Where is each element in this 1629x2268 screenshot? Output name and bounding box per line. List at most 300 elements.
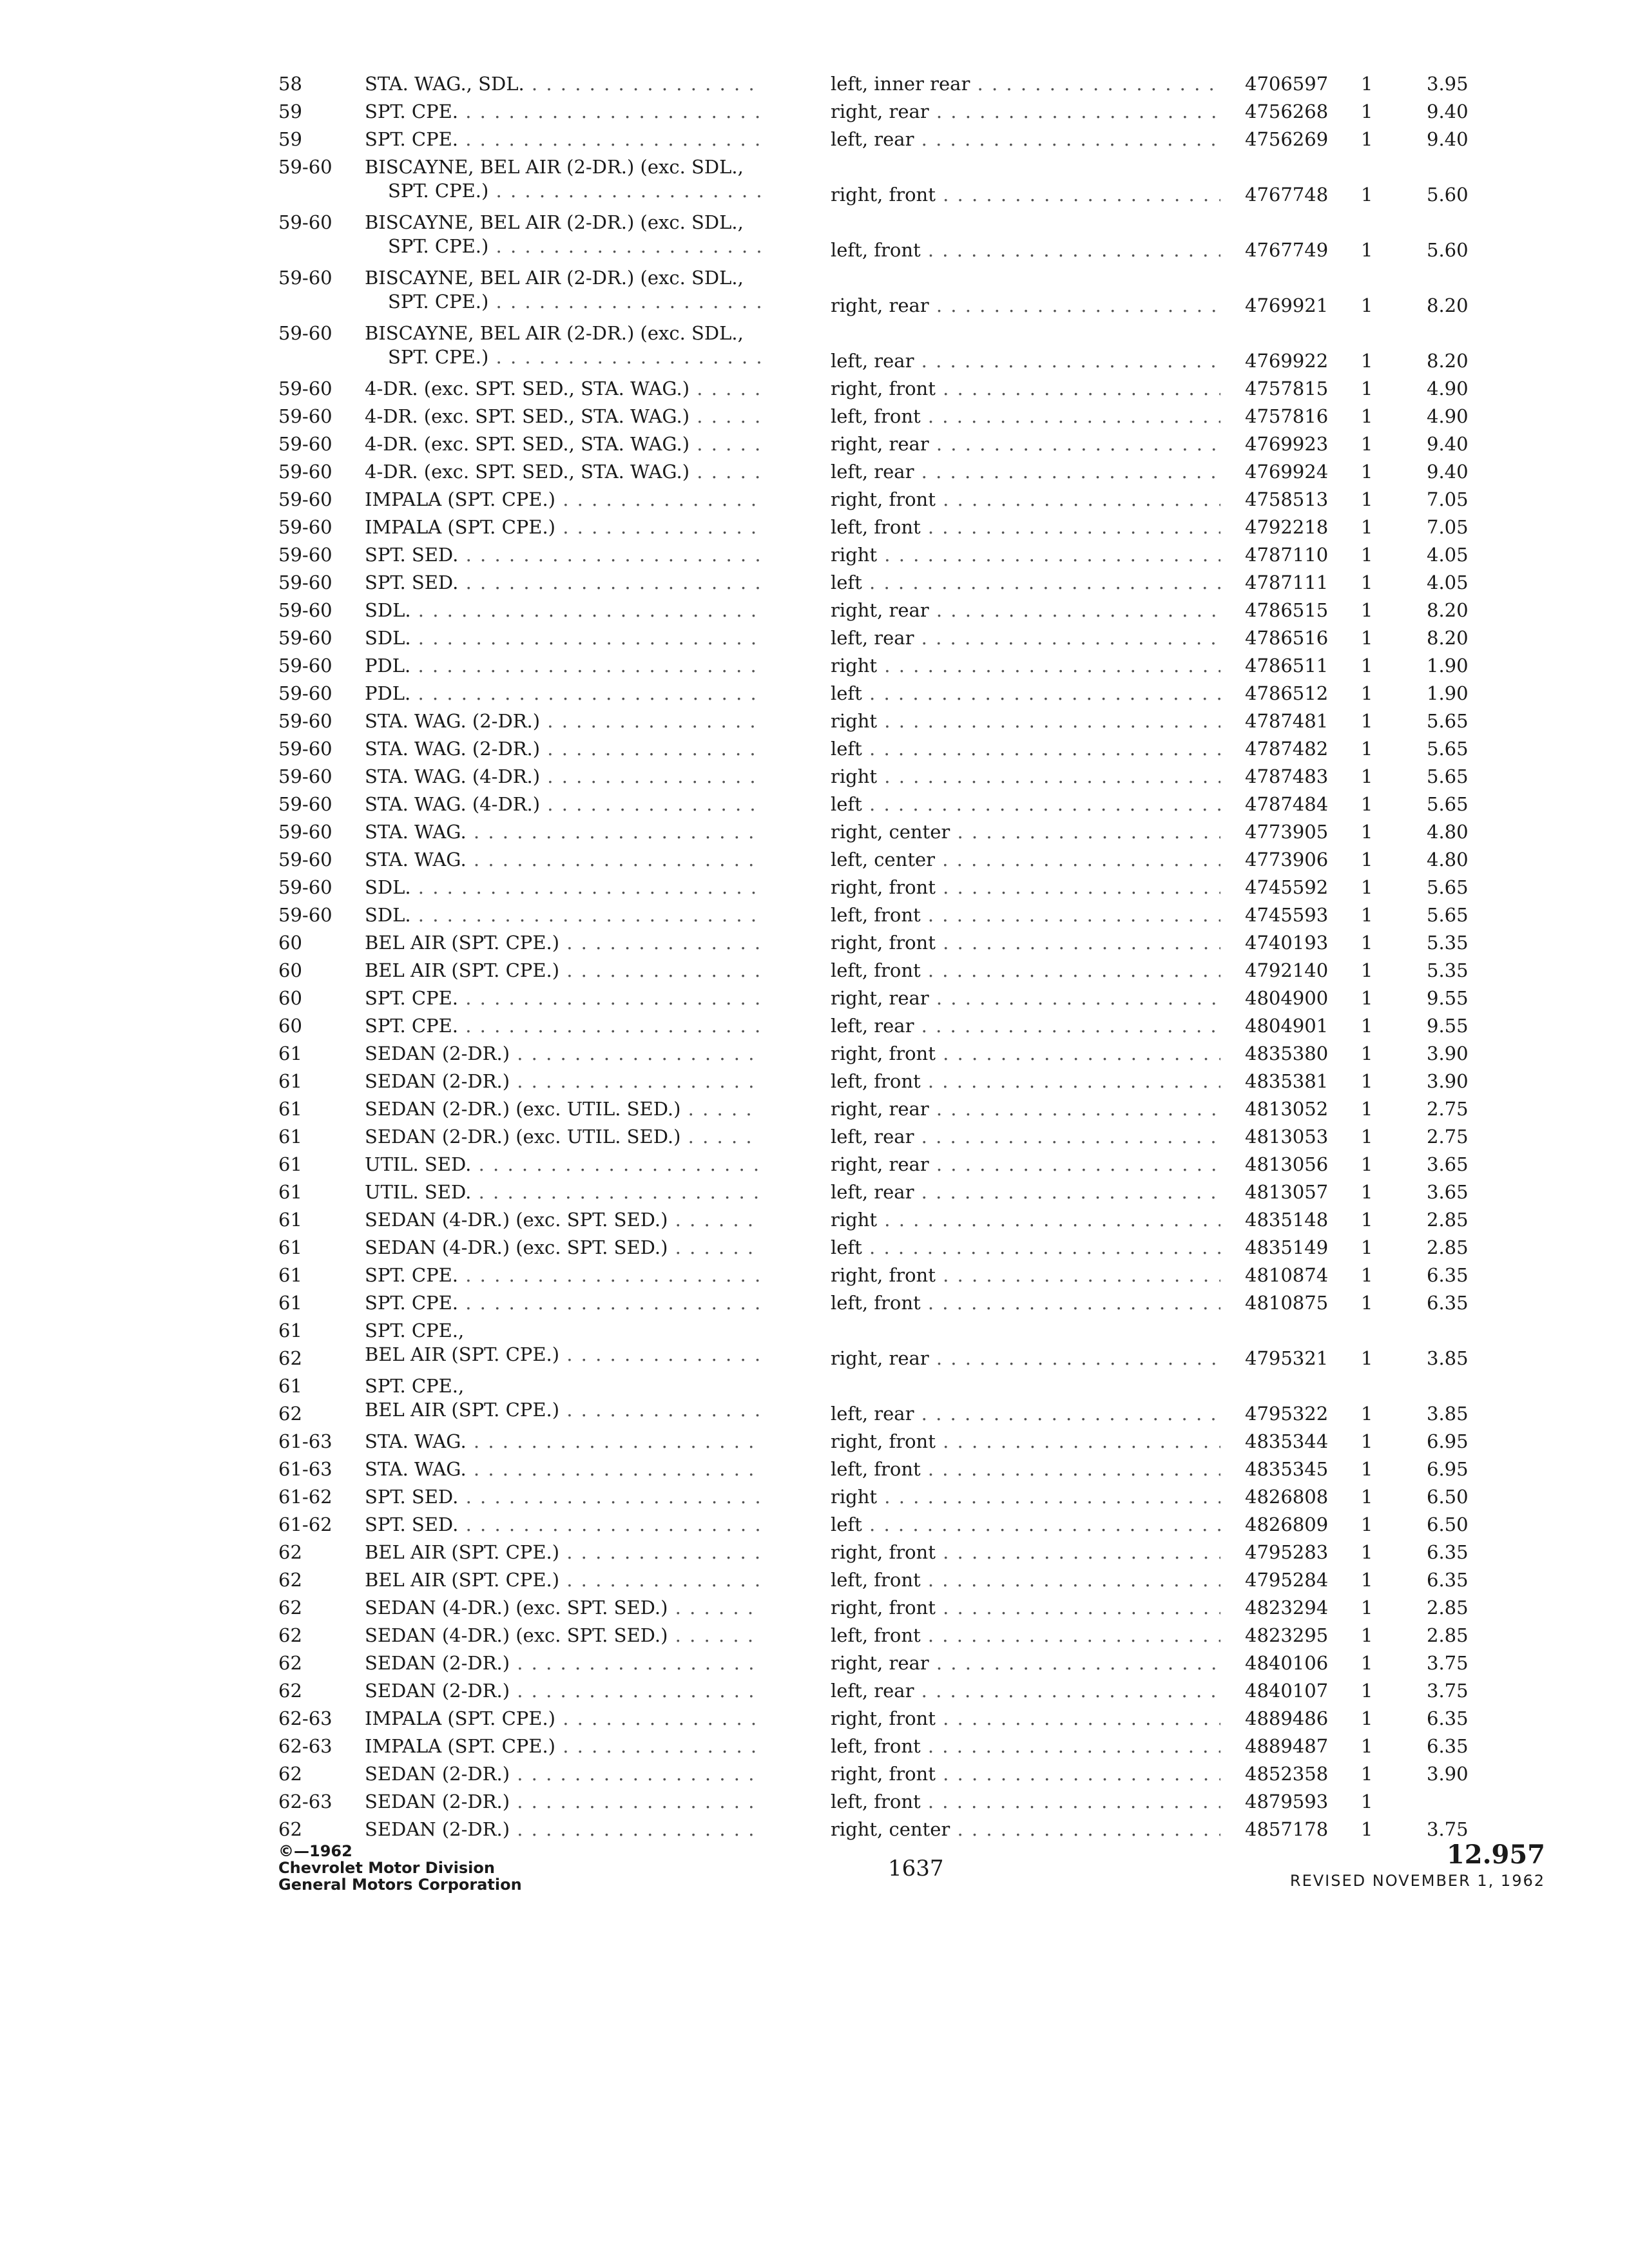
model-cell: [365, 432, 761, 456]
quantity-cell: 1: [1361, 1070, 1373, 1092]
model-cell: [365, 737, 761, 761]
part-number-cell: 4786511: [1245, 655, 1329, 677]
quantity-cell: 1: [1361, 765, 1373, 787]
year-cell: 61: [278, 1153, 302, 1175]
quantity-cell: 1: [1361, 849, 1373, 870]
quantity-cell: 1: [1361, 1735, 1373, 1757]
model-cell: [365, 1624, 761, 1648]
table-row: [0, 543, 1629, 571]
table-row: [0, 1264, 1629, 1291]
table-row: [0, 903, 1629, 931]
quantity-cell: 1: [1361, 876, 1373, 898]
model-cell: [365, 1541, 761, 1564]
description-cell: right, front . . .: [831, 931, 1220, 955]
year-cell: 59-60: [278, 572, 333, 593]
copyright: ©—1962: [278, 1842, 352, 1860]
model-cell: [365, 682, 761, 706]
part-number-cell: 4758513: [1245, 488, 1329, 510]
part-number-cell: 4787482: [1245, 738, 1329, 760]
quantity-cell: 1: [1361, 1624, 1373, 1646]
model-line: SEDAN (2-DR.) . . .: [365, 1651, 761, 1675]
table-row: [0, 377, 1629, 405]
table-row: [0, 765, 1629, 793]
year-cell: 59-60: [278, 211, 333, 233]
year-cell: 59-60: [278, 322, 333, 344]
model-line: BEL AIR (SPT. CPE.) . . .: [365, 1541, 761, 1564]
table-row: [0, 1735, 1629, 1762]
part-number-cell: 4773906: [1245, 849, 1329, 870]
model-line: BISCAYNE, BEL AIR (2-DR.) (exc. SDL.,: [365, 156, 744, 178]
table-row: [0, 571, 1629, 599]
price-cell: 3.75: [1427, 1652, 1469, 1674]
part-number-cell: 4813056: [1245, 1153, 1329, 1175]
year-cell: 59: [278, 101, 302, 122]
part-number-cell: 4745592: [1245, 876, 1329, 898]
table-row: [0, 793, 1629, 820]
year-cell: 59-60: [278, 904, 333, 926]
model-cell: [365, 626, 761, 650]
year-cell: 61: [278, 1181, 302, 1203]
model-line: SDL. . . .: [365, 599, 761, 622]
model-line: STA. WAG. . . .: [365, 848, 761, 872]
year-cell: 60: [278, 987, 302, 1009]
model-cell: [365, 488, 761, 512]
table-row: [0, 1457, 1629, 1485]
year-cell: 59-60: [278, 378, 333, 399]
description-cell: left, front . . .: [831, 405, 1220, 428]
quantity-cell: 1: [1361, 184, 1373, 206]
description-cell: left . . .: [831, 793, 1220, 816]
part-number-cell: 4792218: [1245, 516, 1329, 538]
model-line: BISCAYNE, BEL AIR (2-DR.) (exc. SDL.,: [365, 267, 744, 289]
quantity-cell: 1: [1361, 1430, 1373, 1452]
model-line: SPT. CPE. . . .: [365, 1264, 761, 1287]
part-number-cell: 4767748: [1245, 184, 1329, 206]
model-cell: [365, 1790, 761, 1814]
part-number-cell: 4769921: [1245, 294, 1329, 316]
model-cell: [365, 543, 761, 567]
price-cell: 2.85: [1427, 1236, 1469, 1258]
table-row: [0, 682, 1629, 709]
price-cell: 5.65: [1427, 710, 1469, 732]
quantity-cell: 1: [1361, 488, 1373, 510]
model-line: SDL. . . .: [365, 903, 761, 927]
table-row: [0, 405, 1629, 432]
model-line: SPT. CPE.) . . .: [365, 345, 761, 369]
part-number-cell: 4826808: [1245, 1486, 1329, 1508]
model-cell: [365, 1596, 761, 1620]
table-row: [0, 848, 1629, 876]
price-cell: 1.90: [1427, 655, 1469, 677]
table-row: [0, 737, 1629, 765]
price-cell: 3.65: [1427, 1181, 1469, 1203]
table-row: [0, 211, 1629, 266]
description-cell: left, rear . . .: [831, 1014, 1220, 1038]
price-cell: 1.90: [1427, 682, 1469, 704]
quantity-cell: 1: [1361, 710, 1373, 732]
model-line: BISCAYNE, BEL AIR (2-DR.) (exc. SDL.,: [365, 211, 744, 233]
part-number-cell: 4786512: [1245, 682, 1329, 704]
quantity-cell: 1: [1361, 1680, 1373, 1702]
model-line: SEDAN (2-DR.) . . .: [365, 1042, 761, 1066]
description-cell: right . . .: [831, 543, 1220, 567]
model-cell: [365, 515, 761, 539]
description-cell: right, front . . .: [831, 1596, 1220, 1620]
part-number-cell: 4740193: [1245, 932, 1329, 954]
price-cell: 5.35: [1427, 959, 1469, 981]
model-cell: [365, 1374, 761, 1422]
year-cell: 59-60: [278, 433, 333, 455]
part-number-cell: 4835344: [1245, 1430, 1329, 1452]
model-cell: [365, 599, 761, 622]
model-line: STA. WAG. (4-DR.) . . .: [365, 793, 761, 816]
description-cell: right, front . . .: [831, 377, 1220, 401]
model-line: IMPALA (SPT. CPE.) . . .: [365, 1735, 761, 1758]
quantity-cell: 1: [1361, 1209, 1373, 1231]
model-line: BISCAYNE, BEL AIR (2-DR.) (exc. SDL.,: [365, 322, 744, 344]
year-cell: 59-60: [278, 599, 333, 621]
year-cell: 61-62: [278, 1486, 333, 1508]
year-cell: 59-60: [278, 405, 333, 427]
parts-table: [0, 72, 1629, 1845]
quantity-cell: 1: [1361, 599, 1373, 621]
model-cell: [365, 765, 761, 789]
part-number-cell: 4745593: [1245, 904, 1329, 926]
quantity-cell: 1: [1361, 821, 1373, 843]
model-line: SEDAN (4-DR.) (exc. SPT. SED.) . . .: [365, 1596, 761, 1620]
description-cell: right, rear . . .: [831, 599, 1220, 622]
table-row: [0, 1208, 1629, 1236]
price-cell: 2.75: [1427, 1098, 1469, 1120]
price-cell: 6.35: [1427, 1264, 1469, 1286]
description-cell: right . . .: [831, 765, 1220, 789]
model-line: SPT. CPE. . . .: [365, 100, 761, 124]
price-cell: 8.20: [1427, 599, 1469, 621]
year-cell: 59-60: [278, 876, 333, 898]
year-cell: 59-60: [278, 516, 333, 538]
quantity-cell: 1: [1361, 433, 1373, 455]
table-row: [0, 1485, 1629, 1513]
price-cell: 6.35: [1427, 1707, 1469, 1729]
division: Chevrolet Motor Division: [278, 1859, 495, 1877]
price-cell: 7.05: [1427, 488, 1469, 510]
price-cell: 3.65: [1427, 1153, 1469, 1175]
price-cell: 6.50: [1427, 1486, 1469, 1508]
model-line: SPT. SED. . . .: [365, 543, 761, 567]
part-number-cell: 4835149: [1245, 1236, 1329, 1258]
part-number-cell: 4795322: [1245, 1403, 1329, 1425]
model-line: SEDAN (2-DR.) (exc. UTIL. SED.) . . .: [365, 1125, 761, 1149]
year-cell: 59-60: [278, 765, 333, 787]
price-cell: 6.95: [1427, 1430, 1469, 1452]
part-number-cell: 4767749: [1245, 239, 1329, 261]
quantity-cell: 1: [1361, 405, 1373, 427]
year-cell: 62: [278, 1597, 302, 1619]
model-line: SEDAN (4-DR.) (exc. SPT. SED.) . . .: [365, 1624, 761, 1648]
model-cell: [365, 1014, 761, 1038]
description-cell: right, front . . .: [831, 876, 1220, 899]
year-cell: 61-63: [278, 1430, 333, 1452]
part-number-cell: 4773905: [1245, 821, 1329, 843]
description-cell: left, front . . .: [831, 1291, 1220, 1315]
table-row: [0, 1541, 1629, 1568]
table-row: [0, 155, 1629, 211]
part-number-cell: 4852358: [1245, 1763, 1329, 1785]
quantity-cell: 1: [1361, 1347, 1373, 1369]
model-cell: [365, 1568, 761, 1592]
quantity-cell: 1: [1361, 294, 1373, 316]
description-cell: right, rear . . .: [831, 1153, 1220, 1177]
model-line: BEL AIR (SPT. CPE.) . . .: [365, 1398, 761, 1422]
part-number-cell: 4804901: [1245, 1015, 1329, 1037]
description-cell: right, front . . .: [831, 1541, 1220, 1564]
model-line: IMPALA (SPT. CPE.) . . .: [365, 488, 761, 512]
price-cell: 6.95: [1427, 1458, 1469, 1480]
year-cell: 62-63: [278, 1791, 333, 1812]
description-cell: right, center . . .: [831, 820, 1220, 844]
price-cell: 5.60: [1427, 239, 1469, 261]
model-cell: [365, 100, 761, 124]
price-cell: 5.65: [1427, 765, 1469, 787]
table-row: [0, 1070, 1629, 1097]
model-cell: [365, 1042, 761, 1066]
quantity-cell: 1: [1361, 1292, 1373, 1314]
description-cell: left, front . . .: [831, 1624, 1220, 1648]
year-cell: 59-60: [278, 267, 333, 289]
part-number-cell: 4813057: [1245, 1181, 1329, 1203]
year-cell: 59-60: [278, 849, 333, 870]
model-line: SEDAN (2-DR.) . . .: [365, 1818, 761, 1841]
description-cell: right, rear . . .: [831, 1347, 1220, 1370]
part-number-cell: 4840106: [1245, 1652, 1329, 1674]
table-row: [0, 1236, 1629, 1264]
model-line: BEL AIR (SPT. CPE.) . . .: [365, 1343, 761, 1367]
table-row: [0, 1374, 1629, 1430]
part-number-cell: 4787110: [1245, 544, 1329, 566]
quantity-cell: 1: [1361, 350, 1373, 372]
model-cell: [365, 1735, 761, 1758]
year-cell: 59-60: [278, 488, 333, 510]
quantity-cell: 1: [1361, 1763, 1373, 1785]
description-cell: left, rear . . .: [831, 1125, 1220, 1149]
model-line: STA. WAG. (2-DR.) . . .: [365, 737, 761, 761]
description-cell: right, front . . .: [831, 1762, 1220, 1786]
quantity-cell: 1: [1361, 572, 1373, 593]
part-number-cell: 4795284: [1245, 1569, 1329, 1591]
quantity-cell: 1: [1361, 1514, 1373, 1535]
model-cell: [365, 1762, 761, 1786]
quantity-cell: 1: [1361, 1597, 1373, 1619]
part-number-cell: 4835380: [1245, 1043, 1329, 1064]
quantity-cell: 1: [1361, 1569, 1373, 1591]
part-number-cell: 4804900: [1245, 987, 1329, 1009]
part-number-cell: 4786516: [1245, 627, 1329, 649]
year-cell: 58: [278, 73, 302, 95]
quantity-cell: 1: [1361, 461, 1373, 483]
price-cell: 9.40: [1427, 101, 1469, 122]
model-cell: [365, 1707, 761, 1731]
description-cell: left, front . . .: [831, 1070, 1220, 1093]
description-cell: left, rear . . .: [831, 460, 1220, 484]
year-cell: 62: [278, 1347, 302, 1369]
model-cell: [365, 211, 761, 258]
part-number-cell: 4813053: [1245, 1126, 1329, 1148]
model-cell: [365, 1070, 761, 1093]
part-number-cell: 4795283: [1245, 1541, 1329, 1563]
price-cell: 9.55: [1427, 987, 1469, 1009]
quantity-cell: 1: [1361, 1264, 1373, 1286]
quantity-cell: 1: [1361, 1541, 1373, 1563]
table-row: [0, 432, 1629, 460]
part-number-cell: 4769922: [1245, 350, 1329, 372]
model-line: SPT. CPE.) . . .: [365, 179, 761, 203]
description-cell: right . . .: [831, 1208, 1220, 1232]
model-line: SPT. SED. . . .: [365, 1485, 761, 1509]
year-cell: 59-60: [278, 682, 333, 704]
part-number-cell: 4769924: [1245, 461, 1329, 483]
footer-imprint: [278, 1843, 522, 1893]
year-cell: 60: [278, 959, 302, 981]
price-cell: 3.90: [1427, 1043, 1469, 1064]
table-row: [0, 1596, 1629, 1624]
model-cell: [365, 1430, 761, 1454]
table-row: [0, 1153, 1629, 1180]
table-row: [0, 1651, 1629, 1679]
table-row: [0, 654, 1629, 682]
price-cell: 3.75: [1427, 1818, 1469, 1840]
year-cell: 61: [278, 1126, 302, 1148]
quantity-cell: 1: [1361, 627, 1373, 649]
table-row: [0, 1624, 1629, 1651]
model-line: PDL. . . .: [365, 654, 761, 678]
year-cell: 60: [278, 1015, 302, 1037]
price-cell: 6.35: [1427, 1569, 1469, 1591]
year-cell: 59-60: [278, 738, 333, 760]
quantity-cell: 1: [1361, 516, 1373, 538]
quantity-cell: 1: [1361, 987, 1373, 1009]
model-line: SPT. CPE.) . . .: [365, 235, 761, 258]
model-cell: [365, 931, 761, 955]
description-cell: left, rear . . .: [831, 1402, 1220, 1426]
table-row: [0, 931, 1629, 959]
year-cell: 62: [278, 1680, 302, 1702]
model-line: STA. WAG. . . .: [365, 820, 761, 844]
part-number-cell: 4787481: [1245, 710, 1329, 732]
year-cell: 59-60: [278, 793, 333, 815]
part-number-cell: 4757815: [1245, 378, 1329, 399]
table-row: [0, 1319, 1629, 1374]
model-cell: [365, 377, 761, 401]
model-cell: [365, 128, 761, 151]
part-number-cell: 4787483: [1245, 765, 1329, 787]
description-cell: left, inner rear . . .: [831, 72, 1220, 96]
table-row: [0, 959, 1629, 986]
model-cell: [365, 654, 761, 678]
description-cell: left . . .: [831, 682, 1220, 706]
price-cell: 4.05: [1427, 572, 1469, 593]
part-number-cell: 4706597: [1245, 73, 1329, 95]
quantity-cell: 1: [1361, 1458, 1373, 1480]
model-line: SEDAN (2-DR.) (exc. UTIL. SED.) . . .: [365, 1097, 761, 1121]
year-cell: 62: [278, 1569, 302, 1591]
quantity-cell: 1: [1361, 1098, 1373, 1120]
page-number: 1637: [888, 1856, 944, 1881]
model-line: SPT. CPE. . . .: [365, 1291, 761, 1315]
quantity-cell: 1: [1361, 544, 1373, 566]
model-cell: [365, 876, 761, 899]
model-line: UTIL. SED. . . .: [365, 1153, 761, 1177]
year-cell: 61: [278, 1375, 302, 1397]
quantity-cell: 1: [1361, 1126, 1373, 1148]
description-cell: left . . .: [831, 571, 1220, 595]
year-cell: 59: [278, 128, 302, 150]
quantity-cell: 1: [1361, 1818, 1373, 1840]
part-number-cell: 4792140: [1245, 959, 1329, 981]
model-cell: [365, 1457, 761, 1481]
table-row: [0, 599, 1629, 626]
price-cell: 6.35: [1427, 1735, 1469, 1757]
price-cell: 3.95: [1427, 73, 1469, 95]
model-cell: [365, 959, 761, 983]
table-row: [0, 1125, 1629, 1153]
description-cell: right, front . . .: [831, 183, 1220, 207]
part-number-cell: 4835381: [1245, 1070, 1329, 1092]
year-cell: 59-60: [278, 655, 333, 677]
table-row: [0, 266, 1629, 322]
price-cell: 2.85: [1427, 1597, 1469, 1619]
year-cell: 62: [278, 1624, 302, 1646]
quantity-cell: 1: [1361, 378, 1373, 399]
part-number-cell: 4823295: [1245, 1624, 1329, 1646]
year-cell: 62: [278, 1541, 302, 1563]
table-row: [0, 1430, 1629, 1457]
description-cell: left, rear . . .: [831, 349, 1220, 373]
quantity-cell: 1: [1361, 101, 1373, 122]
table-row: [0, 709, 1629, 737]
part-number-cell: 4756269: [1245, 128, 1329, 150]
quantity-cell: 1: [1361, 682, 1373, 704]
quantity-cell: 1: [1361, 738, 1373, 760]
price-cell: 8.20: [1427, 350, 1469, 372]
model-cell: [365, 322, 761, 369]
model-cell: [365, 1153, 761, 1177]
description-cell: right, rear . . .: [831, 294, 1220, 318]
price-cell: 4.90: [1427, 405, 1469, 427]
year-cell: 61: [278, 1070, 302, 1092]
table-row: [0, 1818, 1629, 1845]
model-line: SEDAN (4-DR.) (exc. SPT. SED.) . . .: [365, 1208, 761, 1232]
year-cell: 59-60: [278, 461, 333, 483]
description-cell: right, rear . . .: [831, 1097, 1220, 1121]
description-cell: left, front . . .: [831, 515, 1220, 539]
model-line: SEDAN (2-DR.) . . .: [365, 1762, 761, 1786]
description-cell: left . . .: [831, 1513, 1220, 1537]
quantity-cell: 1: [1361, 932, 1373, 954]
price-cell: 5.65: [1427, 876, 1469, 898]
quantity-cell: 1: [1361, 904, 1373, 926]
price-cell: 9.40: [1427, 128, 1469, 150]
description-cell: right, rear . . .: [831, 986, 1220, 1010]
year-cell: 59-60: [278, 627, 333, 649]
part-number-cell: 4857178: [1245, 1818, 1329, 1840]
quantity-cell: 1: [1361, 1015, 1373, 1037]
model-line: 4-DR. (exc. SPT. SED., STA. WAG.) . . .: [365, 432, 761, 456]
model-cell: [365, 1651, 761, 1675]
year-cell: 62: [278, 1818, 302, 1840]
description-cell: left, front . . .: [831, 238, 1220, 262]
price-cell: 4.80: [1427, 821, 1469, 843]
model-cell: [365, 1679, 761, 1703]
